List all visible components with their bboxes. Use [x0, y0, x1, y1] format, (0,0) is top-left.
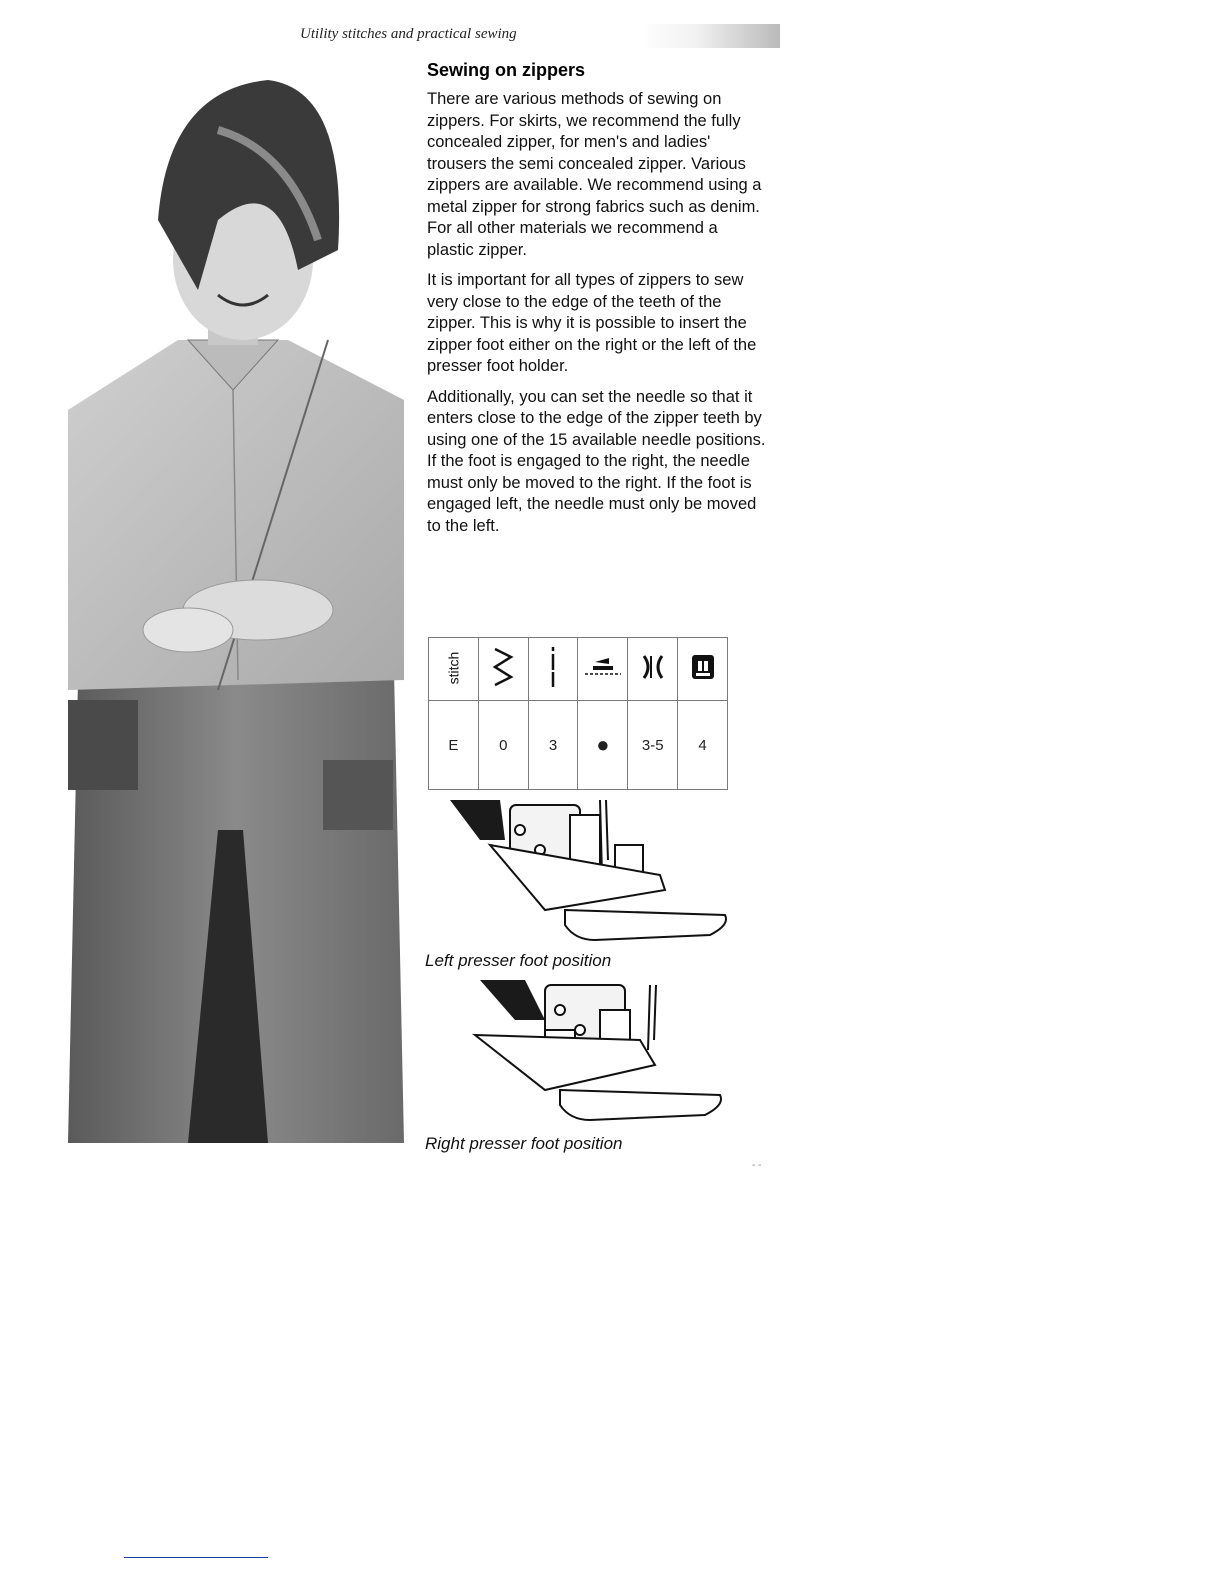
presser-foot-icon	[678, 638, 728, 701]
paragraph-needle-position: Additionally, you can set the needle so that it enters close to the edge of the zipper teeth by using one of the 15 available needle positions. If the foot is engaged to the right, the needle must only be moved to the right. If the foot is engaged left, the needle must only be moved to the left.	[427, 387, 766, 535]
page-mark: - -	[752, 1160, 762, 1171]
left-presser-foot-illustration	[450, 800, 740, 950]
settings-value-row	[429, 701, 728, 790]
footnote-rule	[124, 1557, 268, 1558]
article-column	[427, 60, 767, 546]
page-corner-tab	[640, 24, 780, 48]
left-position-caption: Left presser foot position	[425, 951, 612, 970]
paragraph-zipper-methods: There are various methods of sewing on zippers. For skirts, we recommend the fully concealed zipper, for men's and ladies' trousers the semi concealed zipper. Various zippers are available. We recommend using a metal zipper for strong fabrics such as denim. For all other materials we recommend a plastic zipper.	[427, 90, 762, 259]
stitch-label: stitch	[445, 651, 462, 685]
section-title: Sewing on zippers	[427, 60, 586, 80]
right-position-caption: Right presser foot position	[425, 1134, 623, 1153]
value-stitch-length: 3	[528, 701, 578, 790]
value-feed-dog: ●	[578, 701, 628, 790]
value-thread-tension: 3-5	[628, 701, 678, 790]
settings-icon-row	[429, 638, 728, 701]
value-stitch: E	[429, 701, 479, 790]
stitch-width-icon	[478, 638, 528, 701]
paragraph-zipper-foot: It is important for all types of zippers to sew very close to the edge of the teeth of the zipper. This is why it is possible to insert the zipper foot either on the right or the left of the presser foot holder.	[427, 271, 757, 375]
stitch-header-cell	[429, 638, 479, 701]
feed-dog-icon	[578, 638, 628, 701]
thread-tension-icon	[628, 638, 678, 701]
running-header: Utility stitches and practical sewing	[300, 26, 517, 42]
value-presser-foot: 4	[678, 701, 728, 790]
value-stitch-width: 0	[478, 701, 528, 790]
model-photo	[68, 70, 404, 1143]
stitch-length-icon	[528, 638, 578, 701]
stitch-settings-table	[428, 637, 728, 790]
right-presser-foot-illustration	[450, 980, 740, 1130]
